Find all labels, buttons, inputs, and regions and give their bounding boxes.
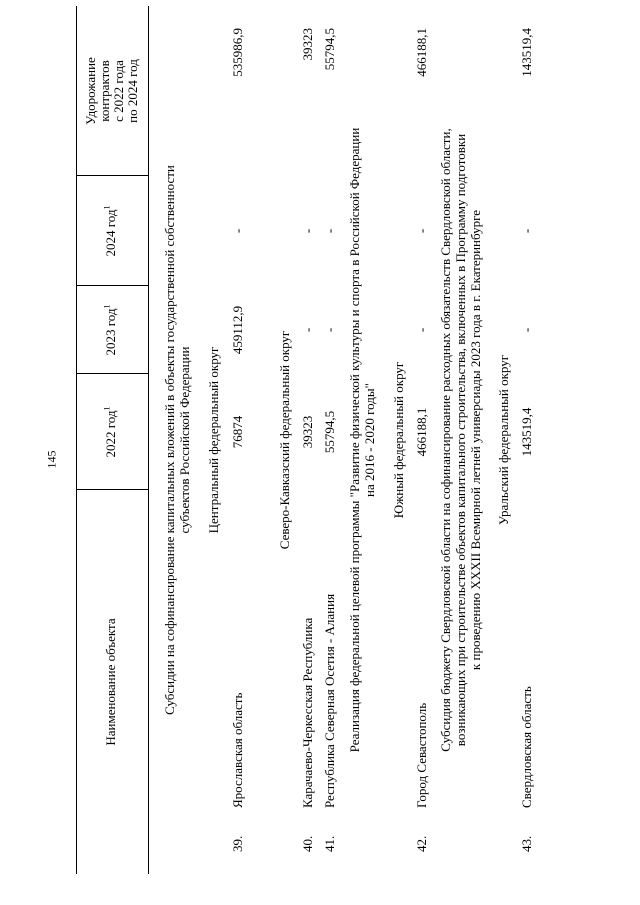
section-sverdlovsk-line: к проведению XXXII Всемирной летней универсиады 2023 года в г. Екатеринбурге <box>468 209 483 671</box>
row-42-increase: 466188,1 <box>414 28 429 77</box>
header-cost-line: с 2022 года <box>111 60 126 122</box>
row-40-num: 40. <box>300 835 315 852</box>
row-42-2023: - <box>414 327 429 333</box>
header-2023 <box>104 286 118 374</box>
footnote-mark: 1 <box>102 304 112 309</box>
section-ural: Уральский федеральный округ <box>496 354 511 526</box>
header-2024 <box>104 176 118 286</box>
header-2022 <box>104 374 118 490</box>
header-cost-reduction <box>84 6 140 176</box>
section-subsidies-line: Субсидии на софинансирование капитальных вложений в объекты государственной собственности <box>162 165 177 715</box>
row-43-num: 43. <box>519 835 534 852</box>
row-39-increase: 535986,9 <box>230 28 245 77</box>
row-43-2022: 143519,4 <box>519 407 534 457</box>
row-43-2024: - <box>519 228 534 234</box>
row-39-2023: 459112,9 <box>230 305 245 355</box>
row-40-2023: - <box>300 327 315 333</box>
footnote-mark: 1 <box>102 406 112 411</box>
section-north-caucasus: Северо-Кавказский федеральный округ <box>277 330 292 550</box>
header-cost-line: по 2024 год <box>125 59 140 123</box>
page-number: 145 <box>44 450 59 469</box>
row-40-name: Карачаево-Черкесская Республика <box>300 617 315 808</box>
row-41-num: 41. <box>322 835 337 852</box>
row-39-name: Ярославская область <box>230 692 245 808</box>
section-program-line: на 2016 - 2020 годы" <box>362 383 377 497</box>
row-42-2022: 466188,1 <box>414 407 429 457</box>
table-top-border <box>76 6 77 874</box>
row-43-2023: - <box>519 327 534 333</box>
footnote-mark: 1 <box>102 205 112 210</box>
header-2022-label: 2022 год <box>103 410 118 458</box>
section-program-line: Реализация федеральной целевой программы "Развитие физической культуры и спорта в Российской Федерации <box>347 127 362 753</box>
row-41-increase: 55794,5 <box>322 28 337 71</box>
row-43-name: Свердловская область <box>519 686 534 808</box>
header-bottom-border <box>148 6 149 874</box>
row-41-2022: 55794,5 <box>322 410 337 454</box>
row-41-name: Республика Северная Осетия - Алания <box>322 593 337 808</box>
row-40-increase: 39323 <box>300 28 315 61</box>
row-42-name: Город Севастополь <box>414 702 429 808</box>
header-cost-line: контрактов <box>97 60 112 122</box>
row-39-2024: - <box>230 228 245 234</box>
row-42-2024: - <box>414 228 429 234</box>
row-41-2023: - <box>322 327 337 333</box>
row-40-2024: - <box>300 228 315 234</box>
row-39-2022: 76874 <box>230 415 245 449</box>
header-cost-line: Удорожание <box>83 57 98 125</box>
section-central: Центральный федеральный округ <box>206 346 221 534</box>
row-42-num: 42. <box>414 835 429 852</box>
section-sverdlovsk-line: Субсидия бюджету Свердловской области на софинансирование расходных обязательств Свердловской области, <box>438 128 453 752</box>
row-41-2024: - <box>322 228 337 234</box>
header-2024-label: 2024 год <box>103 209 118 257</box>
row-40-2022: 39323 <box>300 415 315 449</box>
section-subsidies-line: субъектов Российской Федерации <box>177 346 192 534</box>
row-43-increase: 143519,4 <box>519 28 534 77</box>
row-39-num: 39. <box>230 835 245 852</box>
section-sverdlovsk-line: возникающих при строительстве объектов капитального строительства, включенных в Программу подготовки <box>453 133 468 747</box>
header-2023-label: 2023 год <box>103 308 118 356</box>
header-name: Наименование объекта <box>103 618 118 746</box>
section-south: Южный федеральный округ <box>391 361 406 519</box>
